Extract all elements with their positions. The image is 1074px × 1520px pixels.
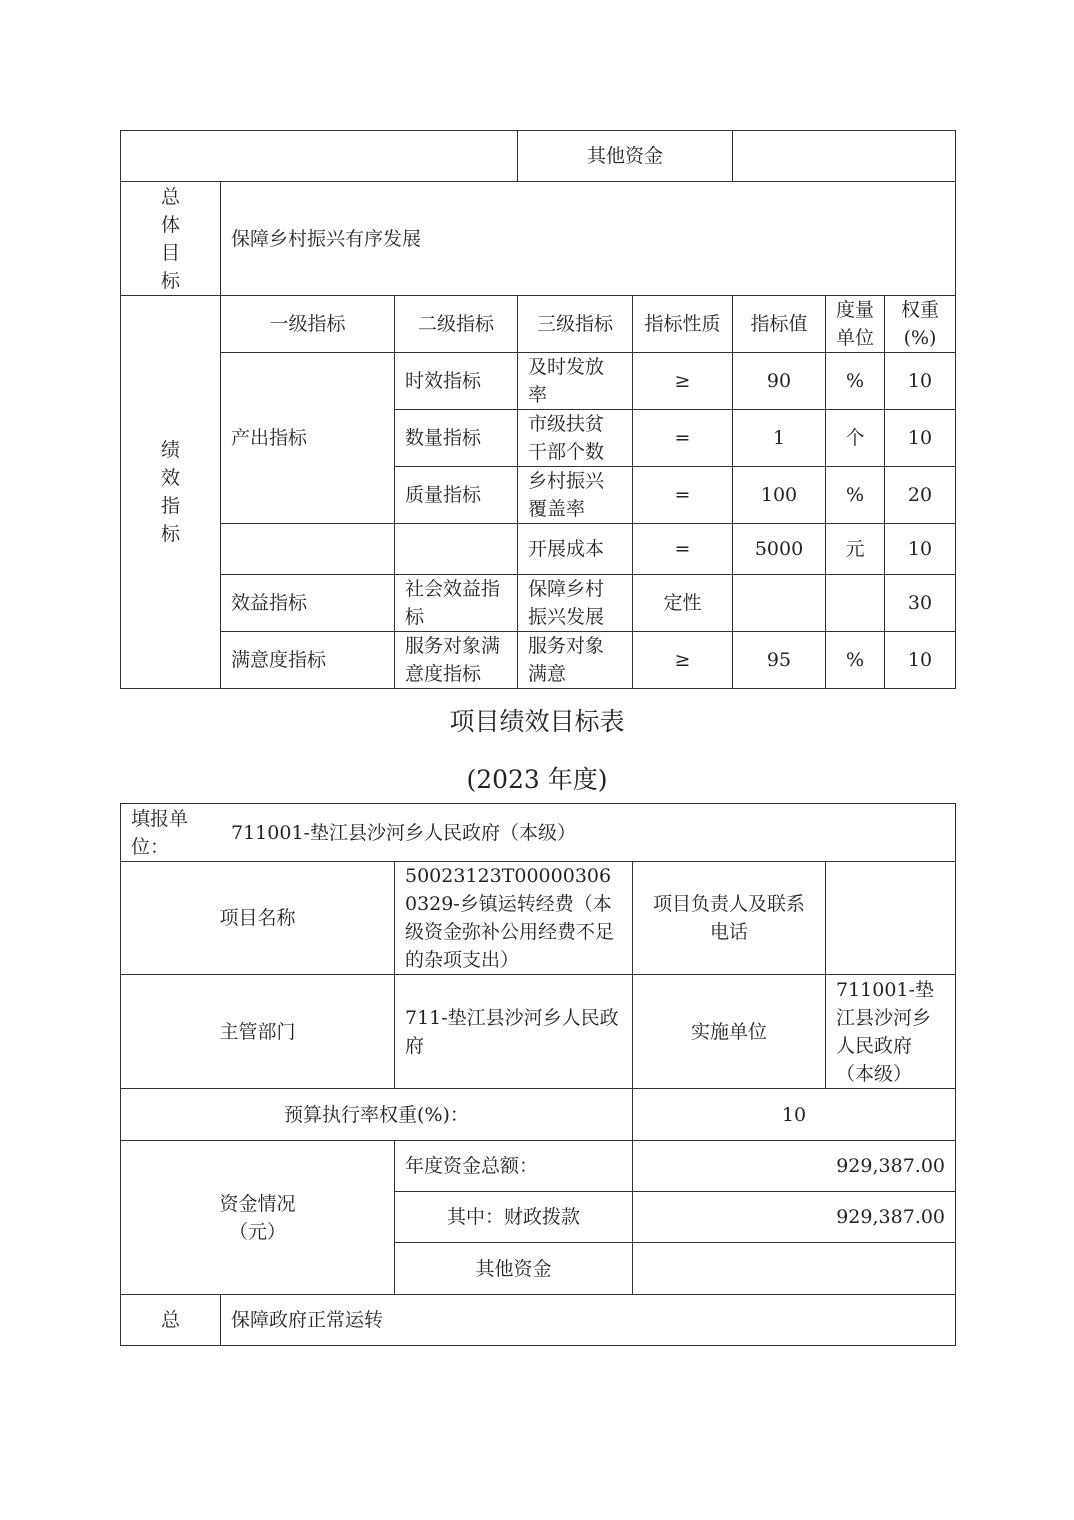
header-unit: 度量单位 [826, 296, 885, 353]
nature-cell: = [633, 467, 733, 524]
level2-cell: 服务对象满意度指标 [395, 632, 518, 689]
value-cell [733, 575, 826, 632]
budget-rate-value: 10 [633, 1089, 956, 1141]
nature-cell: 定性 [633, 575, 733, 632]
contact-value [826, 862, 956, 975]
annual-total-label: 年度资金总额： [395, 1141, 633, 1192]
other-funds-label: 其他资金 [518, 131, 733, 182]
level2-cell: 社会效益指标 [395, 575, 518, 632]
level1-cell: 满意度指标 [221, 632, 395, 689]
level3-cell: 乡村振兴覆盖率 [518, 467, 633, 524]
funds-label-cell [121, 1141, 395, 1295]
overall-goal-label: 总 体 目 标 [121, 182, 221, 296]
fiscal-value: 929,387.00 [633, 1192, 956, 1243]
value-cell: 100 [733, 467, 826, 524]
value-cell: 90 [733, 353, 826, 410]
project-name-label: 项目名称 [121, 862, 395, 975]
header-weight: 权重(%) [885, 296, 956, 353]
header-level1: 一级指标 [221, 296, 395, 353]
weight-cell: 30 [885, 575, 956, 632]
unit-cell: % [826, 467, 885, 524]
other-funds-label: 其他资金 [395, 1243, 633, 1295]
empty-cell [121, 131, 518, 182]
level3-cell: 开展成本 [518, 524, 633, 575]
annual-total-value: 929,387.00 [633, 1141, 956, 1192]
weight-cell: 10 [885, 632, 956, 689]
overall-goal-text: 保障乡村振兴有序发展 [221, 182, 956, 296]
budget-rate-label: 预算执行率权重(%)： [121, 1089, 633, 1141]
performance-table-continued [120, 130, 956, 689]
filler-value: 711001-垫江县沙河乡人民政府（本级） [231, 821, 576, 844]
unit-cell [826, 575, 885, 632]
level3-cell: 保障乡村振兴发展 [518, 575, 633, 632]
funds-label: 资金情况 [219, 1192, 296, 1215]
value-cell: 5000 [733, 524, 826, 575]
header-nature: 指标性质 [633, 296, 733, 353]
dept-label: 主管部门 [121, 975, 395, 1089]
output-indicator-label: 产出指标 [221, 353, 395, 524]
other-funds-value [733, 131, 956, 182]
impl-label: 实施单位 [633, 975, 826, 1089]
fiscal-label: 其中：财政拨款 [395, 1192, 633, 1243]
level2-cell: 质量指标 [395, 467, 518, 524]
unit-cell: 个 [826, 410, 885, 467]
year-subtitle: (2023 年度) [466, 765, 608, 794]
unit-cell: 元 [826, 524, 885, 575]
value-cell: 1 [733, 410, 826, 467]
nature-cell: ≥ [633, 632, 733, 689]
nature-cell: = [633, 410, 733, 467]
level1-cell: 效益指标 [221, 575, 395, 632]
nature-cell: ≥ [633, 353, 733, 410]
goal-value: 保障政府正常运转 [221, 1295, 956, 1346]
unit-cell: % [826, 632, 885, 689]
funds-unit: （元） [228, 1220, 286, 1243]
goal-label: 总 [121, 1295, 221, 1346]
filler-label: 填报单位： [131, 807, 189, 858]
other-funds-value [633, 1243, 956, 1295]
project-name-value: 50023123T000003060329-乡镇运转经费（本级资金弥补公用经费不足的杂项支出） [395, 862, 633, 975]
contact-label: 项目负责人及联系电话 [633, 862, 826, 975]
level2-cell [395, 524, 518, 575]
level3-cell: 市级扶贫干部个数 [518, 410, 633, 467]
filler-row [121, 804, 956, 862]
header-level2: 二级指标 [395, 296, 518, 353]
header-value: 指标值 [733, 296, 826, 353]
nature-cell: = [633, 524, 733, 575]
perf-indicator-label: 绩 效 指 标 [121, 296, 221, 689]
weight-cell: 10 [885, 410, 956, 467]
level1-cell [221, 524, 395, 575]
weight-cell: 10 [885, 524, 956, 575]
weight-cell: 10 [885, 353, 956, 410]
level2-cell: 时效指标 [395, 353, 518, 410]
value-cell: 95 [733, 632, 826, 689]
weight-cell: 20 [885, 467, 956, 524]
page-title: 项目绩效目标表 [449, 707, 625, 736]
unit-cell: % [826, 353, 885, 410]
dept-value: 711-垫江县沙河乡人民政府 [395, 975, 633, 1089]
header-level3: 三级指标 [518, 296, 633, 353]
project-info-table [120, 803, 956, 1346]
level2-cell: 数量指标 [395, 410, 518, 467]
impl-value: 711001-垫江县沙河乡人民政府（本级） [826, 975, 956, 1089]
level3-cell: 服务对象满意 [518, 632, 633, 689]
level3-cell: 及时发放率 [518, 353, 633, 410]
